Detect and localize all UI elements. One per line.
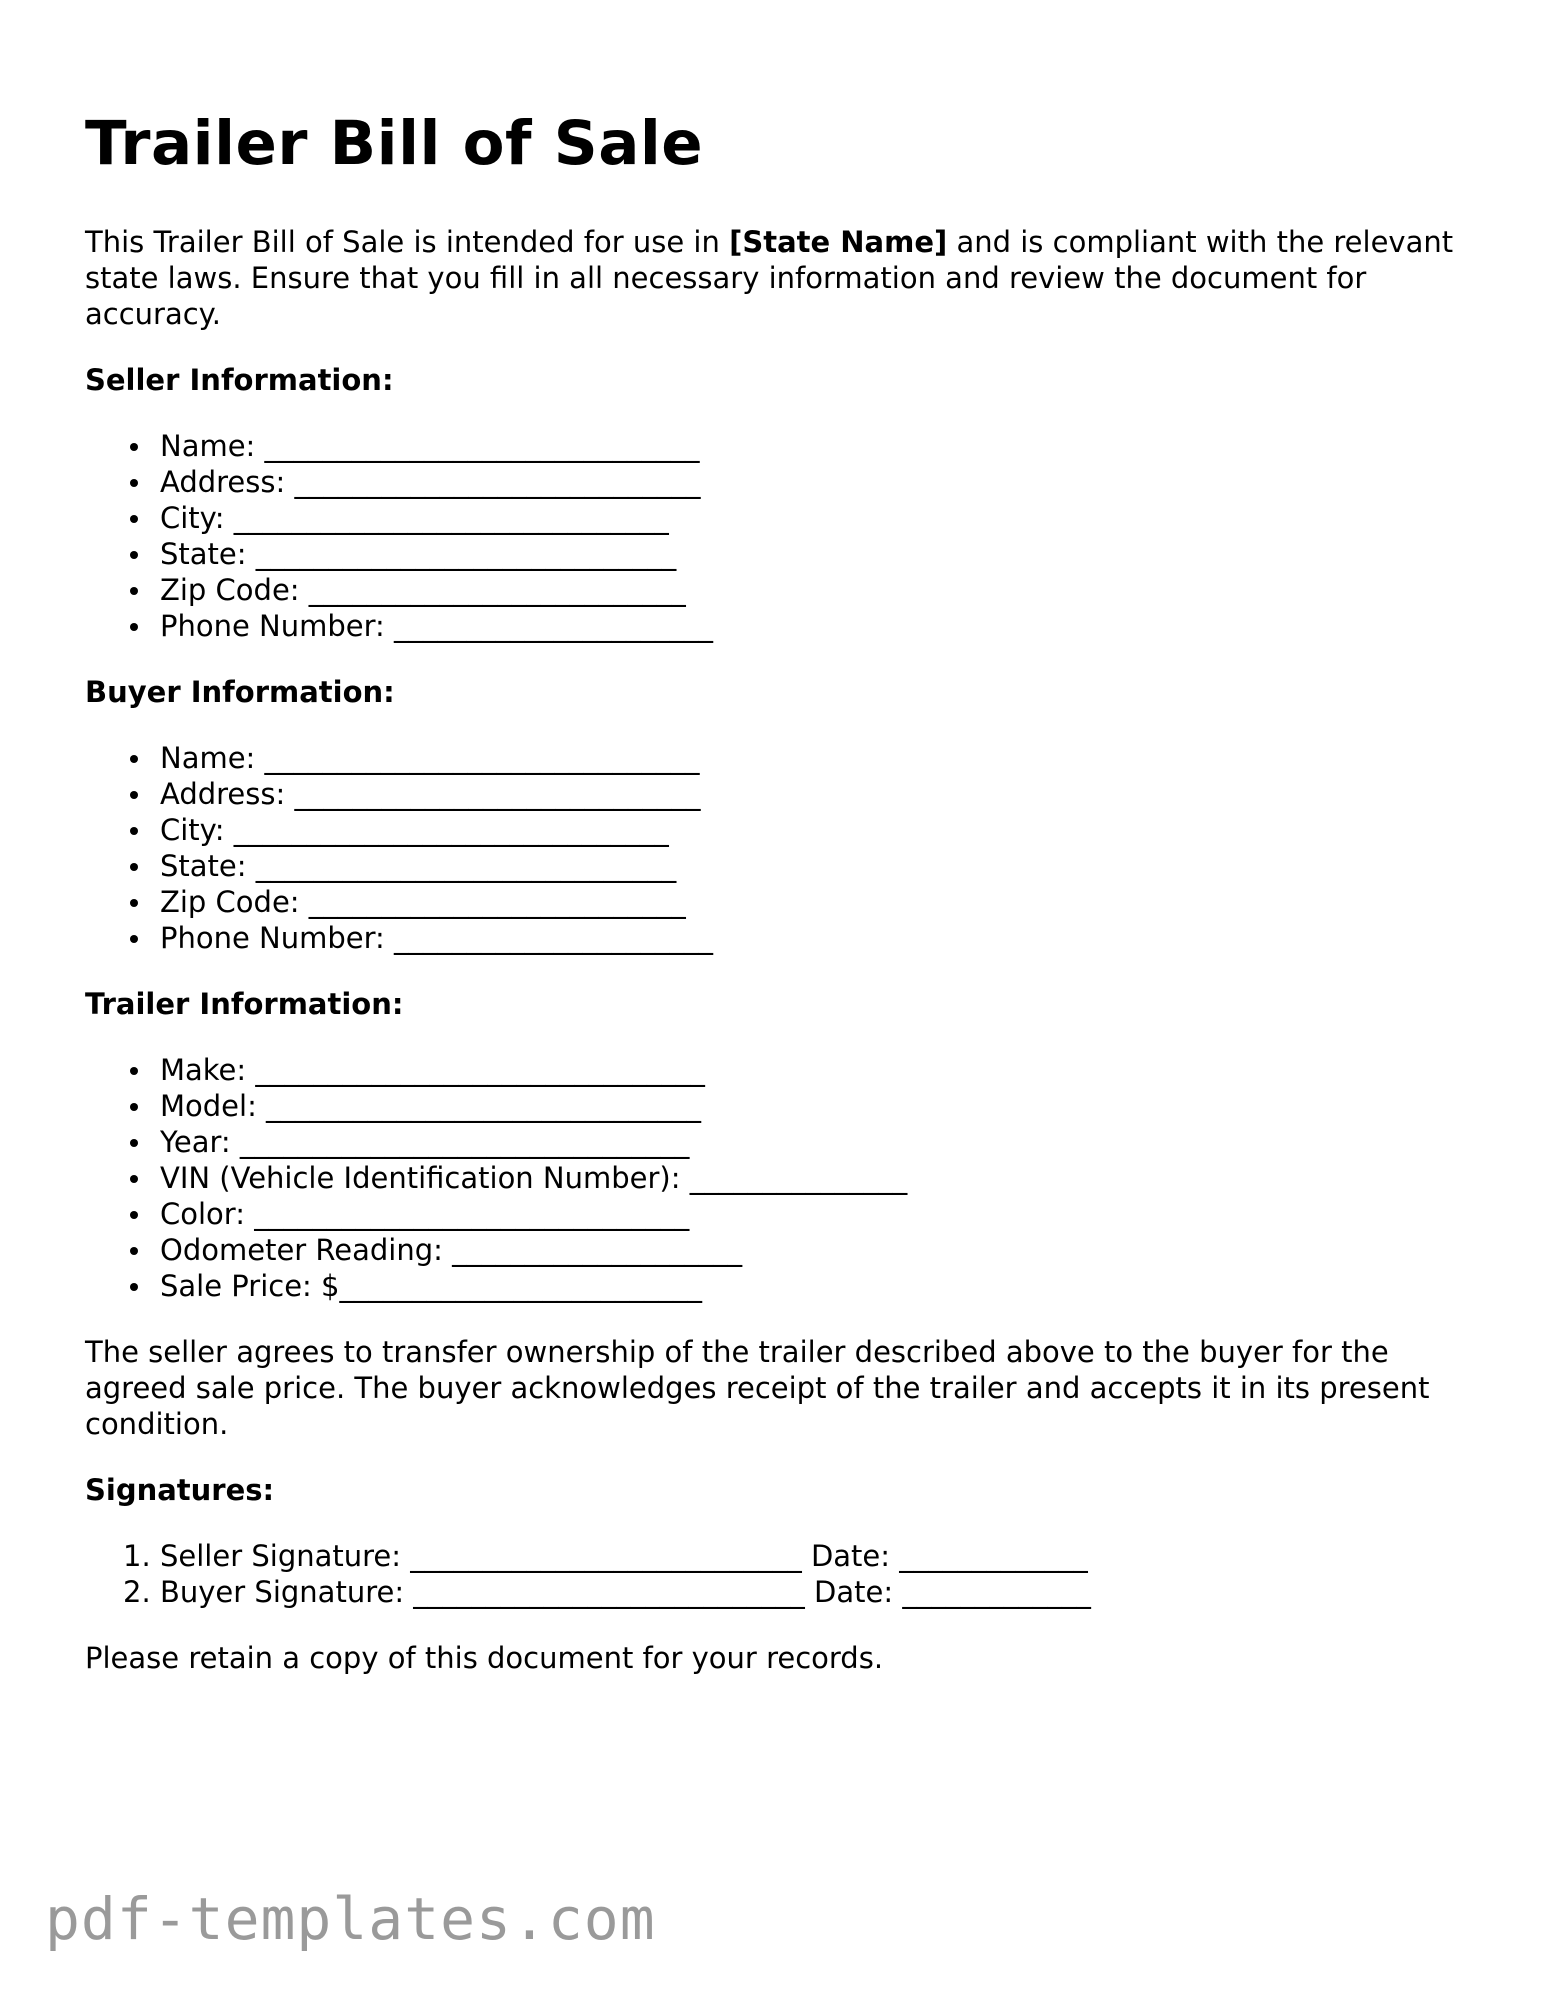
buyer-name-field[interactable]: Name: ______________________________	[160, 740, 1465, 776]
seller-signature-text: Seller Signature: ___________________________ Date: _____________	[160, 1539, 1088, 1573]
buyer-zip-field[interactable]: Zip Code: __________________________	[160, 884, 1465, 920]
trailer-odometer-field[interactable]: Odometer Reading: ____________________	[160, 1232, 1465, 1268]
buyer-heading: Buyer Information:	[85, 675, 395, 709]
buyer-phone-field[interactable]: Phone Number: ______________________	[160, 920, 1465, 956]
document-title: Trailer Bill of Sale	[85, 108, 704, 179]
intro-text-after: and is compliant with the relevant state laws. Ensure that you fill in all necessary information and review the document for accuracy.	[85, 225, 1454, 331]
watermark: pdf-templates.com	[45, 1885, 656, 1953]
buyer-address-field[interactable]: Address: ____________________________	[160, 776, 1465, 812]
trailer-fields-list	[85, 1052, 1465, 1304]
document	[85, 108, 1465, 1676]
signatures-heading: Signatures:	[85, 1473, 275, 1507]
intro-paragraph	[85, 224, 1455, 332]
seller-zip-field[interactable]: Zip Code: __________________________	[160, 572, 1465, 608]
list-number: 1.	[123, 1539, 151, 1573]
trailer-sale-price-field[interactable]: Sale Price: $_________________________	[160, 1268, 1465, 1304]
trailer-color-field[interactable]: Color: ______________________________	[160, 1196, 1465, 1232]
seller-fields-list	[85, 428, 1465, 644]
trailer-model-field[interactable]: Model: ______________________________	[160, 1088, 1465, 1124]
seller-address-field[interactable]: Address: ____________________________	[160, 464, 1465, 500]
buyer-signature-text: Buyer Signature: ___________________________ Date: _____________	[160, 1575, 1091, 1609]
agreement-paragraph: The seller agrees to transfer ownership of the trailer described above to the buyer for the agreed sale price. The buyer acknowledges receipt of the trailer and accepts it in its present condition.	[85, 1335, 1430, 1441]
buyer-state-field[interactable]: State: _____________________________	[160, 848, 1465, 884]
state-name-placeholder: [State Name]	[729, 225, 948, 259]
trailer-make-field[interactable]: Make: _______________________________	[160, 1052, 1465, 1088]
seller-state-field[interactable]: State: _____________________________	[160, 536, 1465, 572]
buyer-signature-line[interactable]	[123, 1574, 1465, 1610]
trailer-heading: Trailer Information:	[85, 987, 404, 1021]
signatures-list	[85, 1538, 1465, 1610]
buyer-fields-list	[85, 740, 1465, 956]
seller-name-field[interactable]: Name: ______________________________	[160, 428, 1465, 464]
seller-phone-field[interactable]: Phone Number: ______________________	[160, 608, 1465, 644]
trailer-year-field[interactable]: Year: _______________________________	[160, 1124, 1465, 1160]
closing-note: Please retain a copy of this document for your records.	[85, 1641, 884, 1675]
intro-text-before: This Trailer Bill of Sale is intended for use in	[85, 225, 730, 259]
list-number: 2.	[123, 1575, 151, 1609]
seller-heading: Seller Information:	[85, 363, 394, 397]
seller-city-field[interactable]: City: ______________________________	[160, 500, 1465, 536]
trailer-vin-field[interactable]: VIN (Vehicle Identification Number): _______________	[160, 1160, 1465, 1196]
seller-signature-line[interactable]	[123, 1538, 1465, 1574]
buyer-city-field[interactable]: City: ______________________________	[160, 812, 1465, 848]
